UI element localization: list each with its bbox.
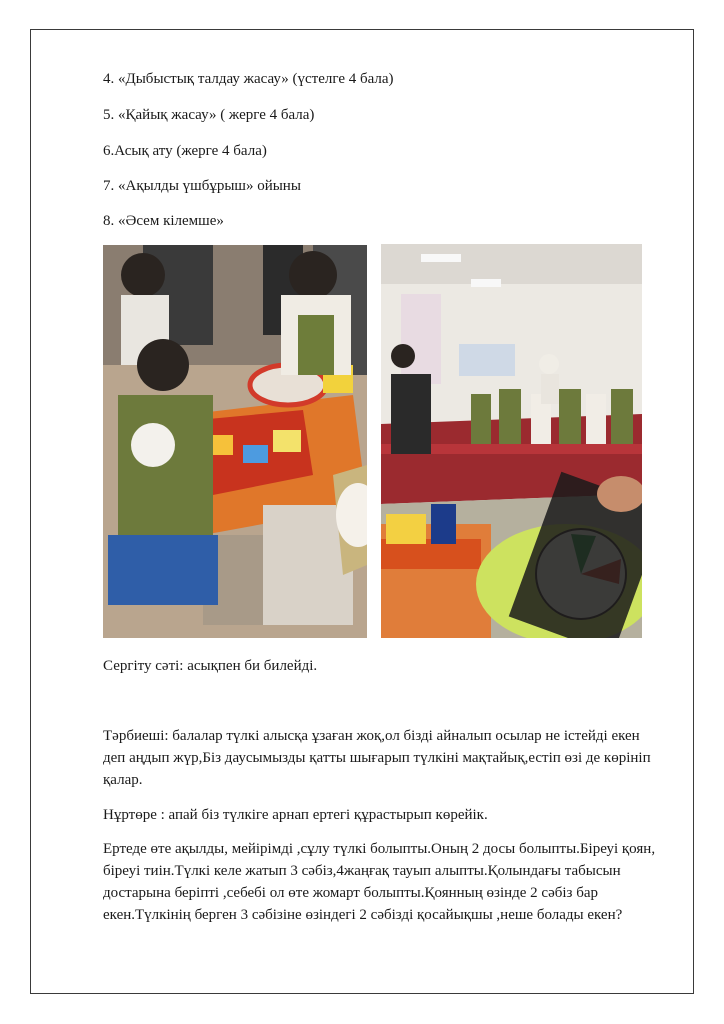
paragraph-nurtore: Нұртөре : апай біз түлкіге арнап ертегі құрастырып көрейік. [103,807,488,823]
paragraph-story: Ертеде өте ақылды, мейірімді ,сұлу түлкі болыпты.Оның 2 досы болыпты.Біреуі қоян, біреуі тиін.Түлкі келе жатып 3 сәбіз,4жаңғақ тауып алыпты.Қолындағы табысын достарына беріпті ,себебі ол өте жомарт болыпты.Қоянның өзінде 2 сәбіз бар екен.Түлкінің берген 3 сәбізіне өзіндегі 2 сәбізді қосайықшы ,неше болады екен? [103,841,656,923]
list-item-8: 8. «Әсем кілемше» [103,213,224,229]
paragraph-teacher: Тәрбиеші: балалар түлкі алысқа ұзаған жоқ,ол бізді айналып осылар не істейді екен деп аңдып жүр,Біз даусымызды қатты шығарып түлкіні мақтайық,естіп өзі де көрініп қалар. [103,728,651,788]
sergitu-line: Сергіту сәті: асықпен би билейді. [103,658,318,674]
list-item-5: 5. «Қайық жасау» ( жерге 4 бала) [103,107,315,123]
list-item-4: 4. «Дыбыстық талдау жасау» (үстелге 4 бала) [103,71,394,87]
list-item-6: 6.Асық ату (жерге 4 бала) [103,143,267,159]
photo-children-table [103,245,367,638]
list-item-7: 7. «Ақылды үшбұрыш» ойыны [103,178,301,194]
photo-classroom-dance [381,244,642,638]
